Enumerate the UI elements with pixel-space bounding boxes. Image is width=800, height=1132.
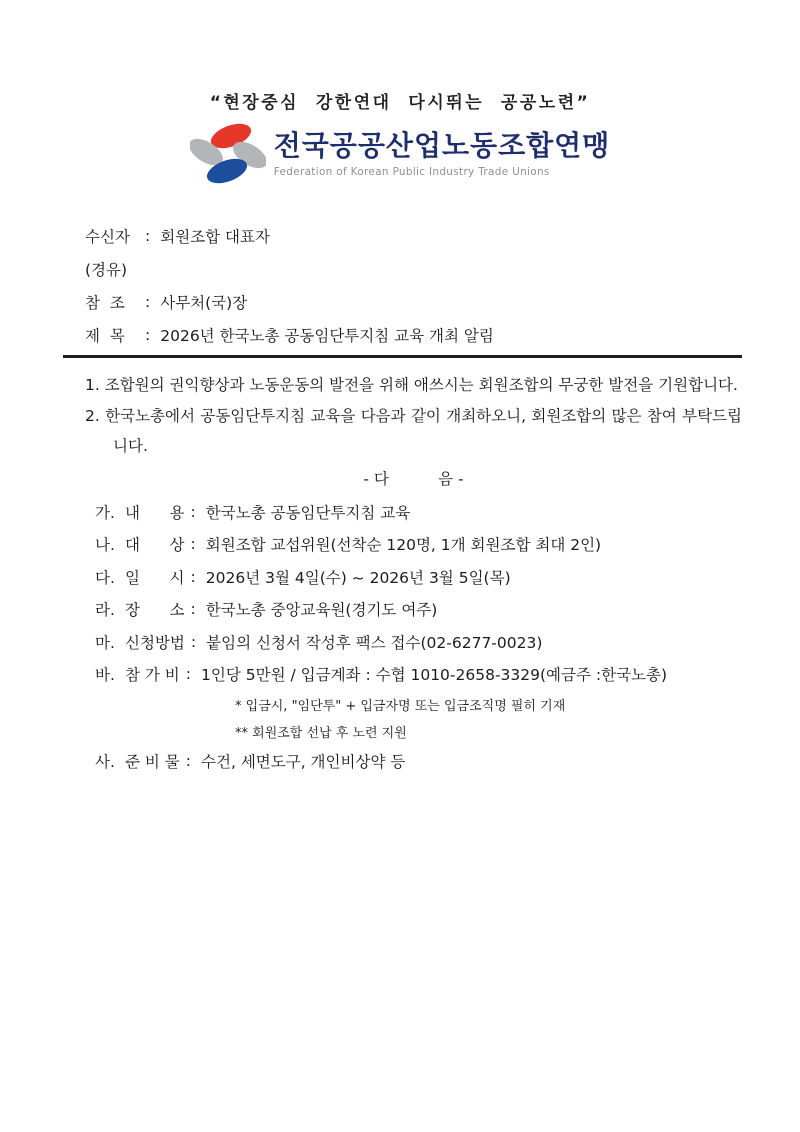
item-value: 한국노총 공동임단투지침 교육 <box>205 503 411 522</box>
item-content <box>95 496 742 529</box>
paragraph-1-number: 1. <box>85 376 100 394</box>
paragraph-2-number: 2. <box>85 406 100 425</box>
document-body <box>85 370 742 777</box>
colon-separator: : <box>190 567 196 586</box>
recipient-value: 회원조합 대표자 <box>160 227 270 246</box>
item-label: 장 소 <box>125 601 185 620</box>
header-divider-line <box>63 355 742 358</box>
daum-divider: - 다 음 - <box>363 469 464 488</box>
item-target <box>95 528 742 561</box>
item-label: 대 상 <box>125 536 185 555</box>
item-label: 일 시 <box>125 568 185 587</box>
fee-note-2: ** 회원조합 선납 후 노련 지원 <box>235 725 407 741</box>
item-label: 신청방법 <box>125 633 185 652</box>
paragraph-1 <box>85 370 742 401</box>
reference-value: 사무처(국)장 <box>160 293 248 312</box>
reference-row <box>85 285 742 318</box>
org-name-korean: 전국공공산업노동조합연맹 <box>273 129 611 163</box>
subject-row <box>85 318 742 351</box>
org-brand <box>0 121 800 187</box>
paragraph-2 <box>85 401 742 462</box>
org-name-english: Federation of Korean Public Industry Trade Unions <box>273 165 550 178</box>
item-number: 라. <box>95 601 115 620</box>
fee-note-1: * 입금시, "임단투" + 입금자명 또는 입금조직명 필히 기재 <box>235 698 566 714</box>
colon-separator: : <box>185 751 192 770</box>
org-name-block <box>274 130 611 177</box>
item-place <box>95 593 742 626</box>
org-logo-icon <box>190 121 266 187</box>
item-value: 2026년 3월 4일(수) ~ 2026년 3월 5일(목) <box>205 568 511 587</box>
item-number: 사. <box>95 752 115 771</box>
item-application <box>95 626 742 659</box>
colon-separator: : <box>190 502 196 521</box>
item-value: 회원조합 교섭위원(선착순 120명, 1개 회원조합 최대 2인) <box>205 536 602 555</box>
item-value: 붙임의 신청서 작성후 팩스 접수(02-6277-0023) <box>206 633 543 652</box>
item-label: 준 비 물 <box>125 752 180 771</box>
item-label: 참 가 비 <box>125 666 180 685</box>
item-value: 수건, 세면도구, 개인비상약 등 <box>201 752 406 771</box>
via-label: (경유) <box>85 260 128 279</box>
recipient-row <box>85 219 742 252</box>
item-number: 나. <box>95 536 115 555</box>
item-fee <box>95 658 742 691</box>
item-number: 바. <box>95 666 115 685</box>
paragraph-1-text: 조합원의 권익향상과 노동운동의 발전을 위해 애쓰시는 회원조합의 무궁한 발전을 기원합니다. <box>104 376 738 394</box>
recipient-label: 수신자 <box>85 227 130 246</box>
via-row <box>85 252 742 285</box>
item-number: 가. <box>95 503 115 522</box>
item-number: 마. <box>95 633 115 652</box>
colon-separator: : <box>185 665 192 684</box>
item-number: 다. <box>95 568 115 587</box>
paragraph-2-text: 한국노총에서 공동임단투지침 교육을 다음과 같이 개최하오니, 회원조합의 많은 참여 부탁드립니다. <box>105 406 742 455</box>
colon-separator: : <box>145 292 151 311</box>
subject-value: 2026년 한국노총 공동임단투지침 교육 개최 알림 <box>160 326 494 345</box>
item-datetime <box>95 561 742 594</box>
colon-separator: : <box>190 535 196 554</box>
colon-separator: : <box>190 632 197 651</box>
detail-items <box>95 496 742 778</box>
colon-separator: : <box>145 226 151 245</box>
item-label: 내 용 <box>125 503 185 522</box>
colon-separator: : <box>145 325 151 344</box>
colon-separator: : <box>190 600 196 619</box>
item-value: 한국노총 중앙교육원(경기도 여주) <box>205 601 438 620</box>
reference-label: 참 조 <box>85 293 125 312</box>
subject-label: 제 목 <box>85 326 125 345</box>
item-supplies <box>95 745 742 778</box>
document-meta <box>85 219 742 351</box>
header-slogan: “현장중심 강한연대 다시뛰는 공공노련” <box>209 93 591 113</box>
item-value: 1인당 5만원 / 입금계좌 : 수협 1010-2658-3329(예금주 :한국노총) <box>201 666 668 685</box>
